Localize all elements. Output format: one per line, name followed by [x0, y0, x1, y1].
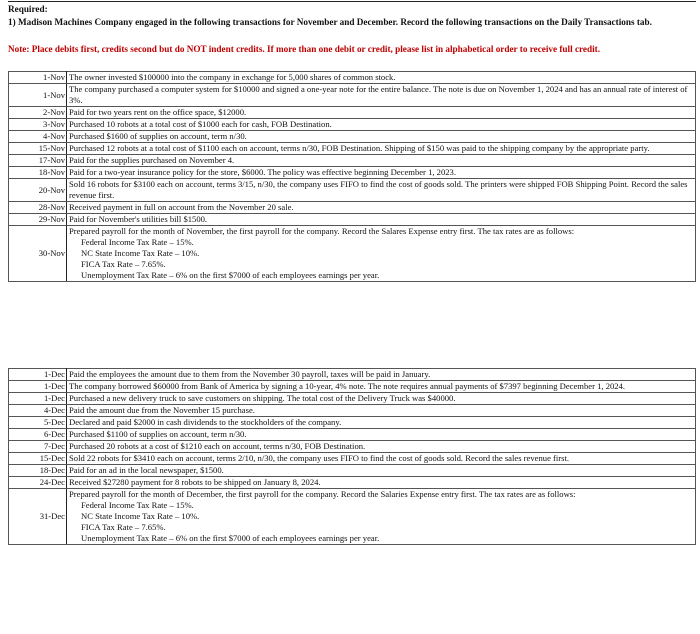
required-heading: Required: [8, 4, 48, 14]
payroll-date: 31-Dec [9, 489, 67, 545]
transaction-date: 7-Dec [9, 441, 67, 453]
transaction-row [9, 417, 696, 429]
payroll-description [67, 226, 696, 282]
tax-rate-line: Federal Income Tax Rate – 15%. [81, 237, 194, 247]
transaction-row [9, 465, 696, 477]
transaction-date: 15-Nov [9, 143, 67, 155]
transaction-row [9, 143, 696, 155]
transaction-row [9, 369, 696, 381]
transaction-date: 20-Nov [9, 179, 67, 202]
transaction-row [9, 214, 696, 226]
payroll-date: 30-Nov [9, 226, 67, 282]
transaction-description: Sold 16 robots for $3100 each on account, terms 3/15, n/30, the company uses FIFO to find the cost of goods sold. The printers were shipped FOB Shipping Point. Record the sales revenue first. [67, 179, 696, 202]
instruction-note: Note: Place debits first, credits second but do NOT indent credits. If more than one debit or credit, please list in alphabetical order to receive full credit. [8, 44, 601, 54]
transaction-row [9, 441, 696, 453]
transaction-date: 1-Dec [9, 393, 67, 405]
transaction-row [9, 393, 696, 405]
transaction-description: The company purchased a computer system for $10000 and signed a one-year note for the entire balance. The note is due on November 1, 2024 and has an annual rate of interest of 3%. [67, 84, 696, 107]
transaction-row [9, 167, 696, 179]
transaction-description: Paid for an ad in the local newspaper, $1500. [67, 465, 696, 477]
transaction-date: 1-Nov [9, 72, 67, 84]
transaction-row [9, 155, 696, 167]
transaction-date: 2-Nov [9, 107, 67, 119]
transaction-description: Paid the employees the amount due to them from the November 30 payroll, taxes will be paid in January. [67, 369, 696, 381]
transaction-description: Paid for a two-year insurance policy for the store, $6000. The policy was effective beginning December 1, 2023. [67, 167, 696, 179]
transaction-description: Paid the amount due from the November 15 purchase. [67, 405, 696, 417]
transaction-date: 3-Nov [9, 119, 67, 131]
transaction-row [9, 405, 696, 417]
november-transactions-table [8, 71, 696, 282]
transaction-row [9, 477, 696, 489]
tax-rate-line: NC State Income Tax Rate – 10%. [81, 248, 200, 258]
transaction-date: 5-Dec [9, 417, 67, 429]
tax-rate-line: Unemployment Tax Rate – 6% on the first $7000 of each employees earnings per year. [81, 270, 380, 280]
payroll-row [9, 489, 696, 545]
tax-rate-line: NC State Income Tax Rate – 10%. [81, 511, 200, 521]
transaction-description: Purchased 10 robots at a total cost of $1000 each for cash, FOB Destination. [67, 119, 696, 131]
transaction-date: 1-Dec [9, 381, 67, 393]
transaction-date: 29-Nov [9, 214, 67, 226]
transaction-description: Received payment in full on account from the November 20 sale. [67, 202, 696, 214]
transaction-description: Purchased a new delivery truck to save customers on shipping. The total cost of the Delivery Truck was $40000. [67, 393, 696, 405]
transaction-description: Received $27280 payment for 8 robots to be shipped on January 8, 2024. [67, 477, 696, 489]
transaction-row [9, 429, 696, 441]
transaction-date: 18-Dec [9, 465, 67, 477]
transaction-row [9, 72, 696, 84]
transaction-description: Purchased $1100 of supplies on account, term n/30. [67, 429, 696, 441]
transaction-row [9, 381, 696, 393]
transaction-date: 1-Dec [9, 369, 67, 381]
transaction-row [9, 119, 696, 131]
transaction-row [9, 202, 696, 214]
transaction-date: 28-Nov [9, 202, 67, 214]
transaction-date: 4-Nov [9, 131, 67, 143]
question-text: 1) Madison Machines Company engaged in the following transactions for November and December. Record the following transactions on the Daily Transactions tab. [8, 17, 652, 27]
tax-rate-line: Federal Income Tax Rate – 15%. [81, 500, 194, 510]
transaction-row [9, 131, 696, 143]
transaction-row [9, 179, 696, 202]
payroll-description [67, 489, 696, 545]
payroll-text: Prepared payroll for the month of December, the first payroll for the company. Record the Salaries Expense entry first. The tax rates are as follows: [69, 489, 576, 499]
transaction-date: 6-Dec [9, 429, 67, 441]
transaction-date: 4-Dec [9, 405, 67, 417]
transaction-description: Purchased 20 robots at a cost of $1210 each on account, terms n/30, FOB Destination. [67, 441, 696, 453]
transaction-description: Purchased $1600 of supplies on account, term n/30. [67, 131, 696, 143]
transaction-date: 15-Dec [9, 453, 67, 465]
transaction-description: Sold 22 robots for $3410 each on account, terms 2/10, n/30, the company uses FIFO to find the cost of goods sold. Record the sales revenue first. [67, 453, 696, 465]
transaction-row [9, 84, 696, 107]
transaction-description: Paid for November's utilities bill $1500. [67, 214, 696, 226]
transaction-date: 17-Nov [9, 155, 67, 167]
top-border [8, 1, 696, 2]
transaction-description: The owner invested $100000 into the company in exchange for 5,000 shares of common stock. [67, 72, 696, 84]
transaction-description: Paid for two years rent on the office space, $12000. [67, 107, 696, 119]
transaction-date: 1-Nov [9, 84, 67, 107]
transaction-row [9, 453, 696, 465]
payroll-text: Prepared payroll for the month of November, the first payroll for the company. Record the Salares Expense entry first. The tax rates are as follows: [69, 226, 575, 236]
transaction-description: Purchased 12 robots at a total cost of $1100 each on account, terms n/30, FOB Destination. Shipping of $150 was paid to the shipping company by the appropriate party. [67, 143, 696, 155]
transaction-description: Paid for the supplies purchased on November 4. [67, 155, 696, 167]
tax-rate-line: FICA Tax Rate – 7.65%. [81, 259, 166, 269]
tax-rate-line: FICA Tax Rate – 7.65%. [81, 522, 166, 532]
tax-rate-line: Unemployment Tax Rate – 6% on the first $7000 of each employees earnings per year. [81, 533, 380, 543]
transaction-row [9, 107, 696, 119]
transaction-date: 18-Nov [9, 167, 67, 179]
transaction-description: Declared and paid $2000 in cash dividends to the stockholders of the company. [67, 417, 696, 429]
december-transactions-table [8, 368, 696, 545]
payroll-row [9, 226, 696, 282]
transaction-date: 24-Dec [9, 477, 67, 489]
transaction-description: The company borrowed $60000 from Bank of America by signing a 10-year, 4% note. The note requires annual payments of $7397 beginning December 1, 2024. [67, 381, 696, 393]
